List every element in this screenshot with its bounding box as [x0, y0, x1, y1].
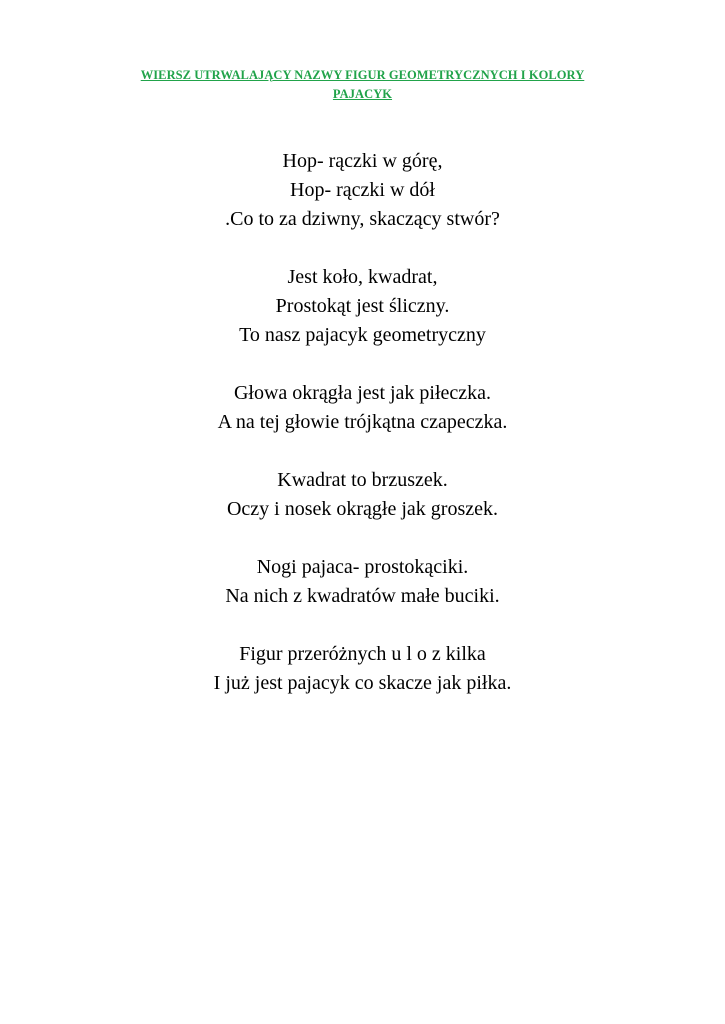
- poem-line: Prostokąt jest śliczny.: [275, 295, 450, 317]
- poem-line: Figur przeróżnych u l o z kilka: [239, 643, 486, 665]
- poem-line: .Co to za dziwny, skaczący stwór?: [225, 208, 500, 230]
- poem: [0, 147, 725, 727]
- poem-line: A na tej głowie trójkątna czapeczka.: [217, 411, 508, 433]
- poem-stanza-3: [0, 379, 725, 437]
- poem-line: Hop- rączki w górę,: [282, 150, 443, 172]
- poem-line: Hop- rączki w dół: [290, 179, 435, 201]
- poem-line: I już jest pajacyk co skacze jak piłka.: [213, 672, 512, 694]
- poem-line: Nogi pajaca- prostokąciki.: [256, 556, 469, 578]
- poem-line: Jest koło, kwadrat,: [287, 266, 438, 288]
- poem-stanza-1: [0, 147, 725, 234]
- poem-stanza-5: [0, 553, 725, 611]
- poem-stanza-4: [0, 466, 725, 524]
- poem-stanza-2: [0, 263, 725, 350]
- poem-line: Głowa okrągła jest jak piłeczka.: [233, 382, 492, 404]
- document-header: [0, 66, 725, 104]
- poem-line: Na nich z kwadratów małe buciki.: [225, 585, 500, 607]
- poem-line: Oczy i nosek okrągłe jak groszek.: [226, 498, 498, 520]
- poem-line: Kwadrat to brzuszek.: [277, 469, 448, 491]
- header-title-line-1: WIERSZ UTRWALAJĄCY NAZWY FIGUR GEOMETRYCZNYCH I KOLORY: [140, 68, 585, 82]
- poem-line: To nasz pajacyk geometryczny: [239, 324, 486, 346]
- poem-stanza-6: [0, 640, 725, 698]
- header-title-line-2: PAJACYK: [332, 87, 393, 101]
